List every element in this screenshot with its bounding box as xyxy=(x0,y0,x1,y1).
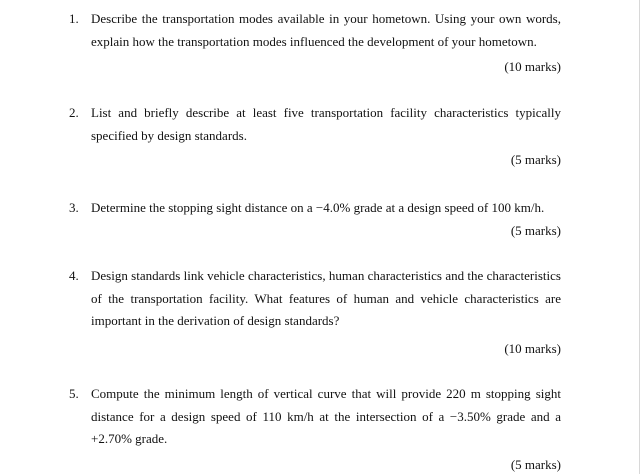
question-text: Compute the minimum length of vertical curve that will provide 220 m stopping sight distance for a design speed of 110 km/h at the intersection of a −3.50% grade and a +2.70% grade. xyxy=(91,386,561,446)
question-5 xyxy=(69,383,561,472)
question-text: Describe the transportation modes available in your hometown. Using your own words, explain how the transportation modes influenced the development of your hometown. xyxy=(91,11,561,49)
question-number: 5. xyxy=(69,386,79,401)
question-number: 2. xyxy=(69,105,79,120)
question-number: 4. xyxy=(69,268,79,283)
question-text: Determine the stopping sight distance on a −4.0% grade at a design speed of 100 km/h. xyxy=(91,200,545,215)
question-3 xyxy=(69,197,561,238)
question-1 xyxy=(69,8,561,74)
question-text: List and briefly describe at least five transportation facility characteristics typically specified by design standards. xyxy=(91,105,561,143)
question-marks: (10 marks) xyxy=(504,341,561,356)
question-number: 3. xyxy=(69,200,79,215)
question-4 xyxy=(69,265,561,356)
question-2 xyxy=(69,102,561,167)
question-marks: (10 marks) xyxy=(504,59,561,74)
question-text: Design standards link vehicle characteristics, human characteristics and the characteristics of the transportation facility. What features of human and vehicle characteristics are important in the derivation of design standards? xyxy=(91,268,561,328)
question-marks: (5 marks) xyxy=(510,223,561,238)
question-marks: (5 marks) xyxy=(510,152,561,167)
question-number: 1. xyxy=(69,11,79,26)
question-marks: (5 marks) xyxy=(510,457,561,472)
